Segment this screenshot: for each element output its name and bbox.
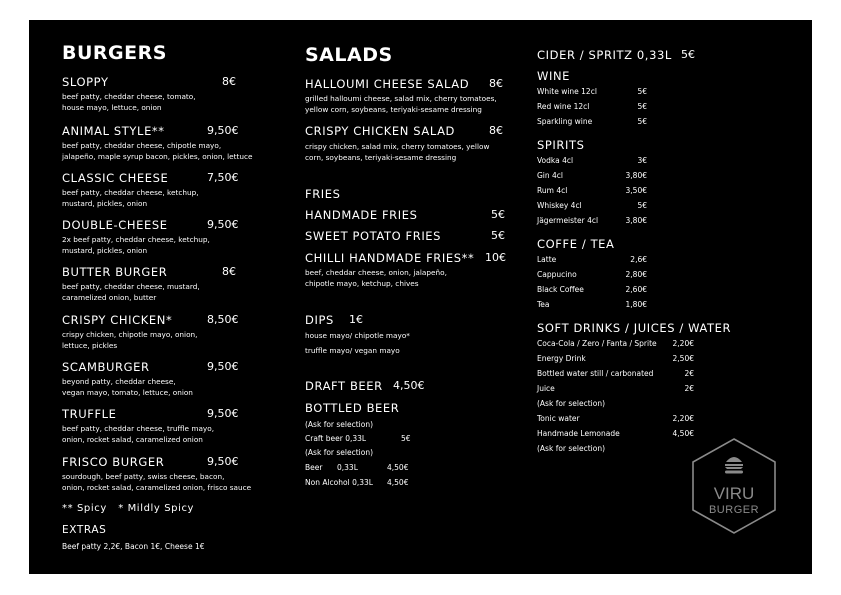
- burger-name: TRUFFLE: [62, 407, 117, 421]
- spicy-legend: ** Spicy * Mildly Spicy: [62, 503, 195, 514]
- coffee-price: 2,80€: [625, 270, 647, 279]
- soft-row: Coca-Cola / Zero / Fanta / Sprite: [537, 339, 657, 348]
- beer-price: 4,50€: [387, 463, 409, 472]
- burger-desc: beef patty, cheddar cheese, tomato,: [62, 92, 196, 101]
- burger-price: 8€: [222, 75, 236, 88]
- menu-board: [29, 20, 812, 574]
- logo-line1: VIRU: [713, 484, 755, 503]
- soft-row: (Ask for selection): [537, 444, 606, 453]
- burger-desc: onion, rocket salad, caramelized onion: [62, 435, 203, 444]
- coffee-row: Latte: [537, 255, 557, 264]
- soft-row: Energy Drink: [537, 354, 586, 363]
- salad-name: CRISPY CHICKEN SALAD: [305, 124, 456, 138]
- burger-desc: beef patty, cheddar cheese, ketchup,: [62, 188, 199, 197]
- soft-row: (Ask for selection): [537, 399, 606, 408]
- spirits-row: Rum 4cl: [537, 186, 568, 195]
- soft-price: 2,20€: [672, 339, 694, 348]
- coffee-price: 2,6€: [630, 255, 647, 264]
- coffee-row: Black Coffee: [537, 285, 584, 294]
- wine-row: Red wine 12cl: [537, 102, 590, 111]
- logo-line2: BURGER: [708, 504, 760, 516]
- beer-row: Non Alcohol 0,33L: [305, 478, 373, 487]
- burger-name: CLASSIC CHEESE: [62, 171, 169, 185]
- fries-name: CHILLI HANDMADE FRIES**: [305, 251, 475, 265]
- spirits-row: Gin 4cl: [537, 171, 564, 180]
- beer-row: Craft beer 0,33L: [305, 434, 367, 443]
- burger-desc: house mayo, lettuce, onion: [62, 103, 162, 112]
- wine-title: WINE: [537, 69, 571, 83]
- soft-price: 4,50€: [672, 429, 694, 438]
- soft-drinks-title: SOFT DRINKS / JUICES / WATER: [537, 321, 732, 335]
- spirits-title: SPIRITS: [537, 138, 585, 152]
- soft-price: 2€: [684, 384, 694, 393]
- soft-price: 2€: [684, 369, 694, 378]
- fries-desc: beef, cheddar cheese, onion, jalapeño,: [305, 268, 447, 277]
- wine-row: White wine 12cl: [537, 87, 597, 96]
- extras-title: EXTRAS: [62, 524, 107, 536]
- burger-price: 9,50€: [207, 455, 239, 468]
- salad-desc: crispy chicken, salad mix, cherry tomatoes, yellow: [305, 142, 490, 151]
- burger-desc: lettuce, pickles: [62, 341, 118, 350]
- burgers-title: BURGERS: [62, 42, 167, 64]
- salad-price: 8€: [489, 124, 503, 137]
- burger-price: 9,50€: [207, 360, 239, 373]
- burger-desc: beef patty, cheddar cheese, chipotle mayo,: [62, 141, 222, 150]
- burger-name: DOUBLE-CHEESE: [62, 218, 168, 232]
- burger-price: 8,50€: [207, 313, 239, 326]
- burger-desc: caramelized onion, butter: [62, 293, 157, 302]
- burger-name: SLOPPY: [62, 75, 109, 89]
- dips-title: DIPS: [305, 313, 334, 327]
- burger-price: 9,50€: [207, 124, 239, 137]
- salad-desc: yellow corn, soybeans, teriyaki-sesame dressing: [305, 105, 482, 114]
- burger-name: BUTTER BURGER: [62, 265, 168, 279]
- spirits-price: 3,80€: [625, 171, 647, 180]
- burger-price: 8€: [222, 265, 236, 278]
- burger-desc: mustard, pickles, onion: [62, 246, 148, 255]
- coffee-price: 2,60€: [625, 285, 647, 294]
- cider-title: CIDER / SPRITZ 0,33L: [537, 48, 672, 62]
- beer-price: 5€: [401, 434, 411, 443]
- burger-name: ANIMAL STYLE**: [62, 124, 165, 138]
- burger-price: 7,50€: [207, 171, 239, 184]
- spirits-price: 3,50€: [625, 186, 647, 195]
- draft-beer-title: DRAFT BEER: [305, 379, 383, 393]
- cider-price: 5€: [681, 48, 695, 61]
- spirits-row: Whiskey 4cl: [537, 201, 582, 210]
- spirits-row: Jägermeister 4cl: [537, 216, 599, 225]
- burger-desc: beef patty, cheddar cheese, mustard,: [62, 282, 200, 291]
- burger-desc: jalapeño, maple syrup bacon, pickles, onion, lettuce: [62, 152, 253, 161]
- burger-desc: 2x beef patty, cheddar cheese, ketchup,: [62, 235, 210, 244]
- wine-row: Sparkling wine: [537, 117, 593, 126]
- salad-desc: corn, soybeans, teriyaki-sesame dressing: [305, 153, 457, 162]
- fries-desc: chipotle mayo, ketchup, chives: [305, 279, 419, 288]
- coffee-row: Tea: [537, 300, 550, 309]
- burger-desc: sourdough, beef patty, swiss cheese, bacon,: [62, 472, 225, 481]
- salad-desc: grilled halloumi cheese, salad mix, cherry tomatoes,: [305, 94, 497, 103]
- fries-title: FRIES: [305, 187, 341, 201]
- wine-price: 5€: [637, 87, 647, 96]
- beer-size: 0,33L: [337, 463, 358, 472]
- dips-line: truffle mayo/ vegan mayo: [305, 346, 400, 355]
- spirits-price: 3,80€: [625, 216, 647, 225]
- spirits-row: Vodka 4cl: [537, 156, 574, 165]
- beer-row: Beer: [305, 463, 323, 472]
- soft-price: 2,20€: [672, 414, 694, 423]
- burger-desc: mustard, pickles, onion: [62, 199, 148, 208]
- burger-desc: beef patty, cheddar cheese, truffle mayo,: [62, 424, 215, 433]
- dips-price: 1€: [349, 313, 363, 326]
- draft-beer-price: 4,50€: [393, 379, 425, 392]
- extras-text: Beef patty 2,2€, Bacon 1€, Cheese 1€: [62, 542, 205, 551]
- soft-row: Bottled water still / carbonated: [537, 369, 654, 378]
- burger-desc: vegan mayo, tomato, lettuce, onion: [62, 388, 193, 397]
- burger-desc: beyond patty, cheddar cheese,: [62, 377, 176, 386]
- salad-name: HALLOUMI CHEESE SALAD: [305, 77, 470, 91]
- dips-line: house mayo/ chipotle mayo*: [305, 331, 410, 340]
- burger-name: FRISCO BURGER: [62, 455, 165, 469]
- fries-name: HANDMADE FRIES: [305, 208, 418, 222]
- wine-price: 5€: [637, 102, 647, 111]
- bottled-beer-title: BOTTLED BEER: [305, 401, 400, 415]
- fries-price: 10€: [485, 251, 506, 264]
- viru-burger-logo: [689, 436, 779, 536]
- beer-price: 4,50€: [387, 478, 409, 487]
- wine-price: 5€: [637, 117, 647, 126]
- salads-title: SALADS: [305, 44, 393, 66]
- fries-name: SWEET POTATO FRIES: [305, 229, 442, 243]
- salad-price: 8€: [489, 77, 503, 90]
- soft-price: 2,50€: [672, 354, 694, 363]
- coffee-price: 1,80€: [625, 300, 647, 309]
- soft-row: Handmade Lemonade: [537, 429, 620, 438]
- fries-price: 5€: [491, 229, 505, 242]
- beer-row: (Ask for selection): [305, 448, 374, 457]
- soft-row: Tonic water: [537, 414, 580, 423]
- hexagon-logo-icon: [689, 436, 779, 536]
- fries-price: 5€: [491, 208, 505, 221]
- coffee-row: Cappucino: [537, 270, 577, 279]
- burger-desc: crispy chicken, chipotle mayo, onion,: [62, 330, 198, 339]
- burger-price: 9,50€: [207, 407, 239, 420]
- spirits-price: 3€: [637, 156, 647, 165]
- burger-name: SCAMBURGER: [62, 360, 150, 374]
- burger-name: CRISPY CHICKEN*: [62, 313, 173, 327]
- burger-price: 9,50€: [207, 218, 239, 231]
- burger-desc: onion, rocket salad, caramelized onion, frisco sauce: [62, 483, 252, 492]
- beer-row: (Ask for selection): [305, 420, 374, 429]
- spirits-price: 5€: [637, 201, 647, 210]
- soft-row: Juice: [537, 384, 555, 393]
- coffee-title: COFFE / TEA: [537, 237, 615, 251]
